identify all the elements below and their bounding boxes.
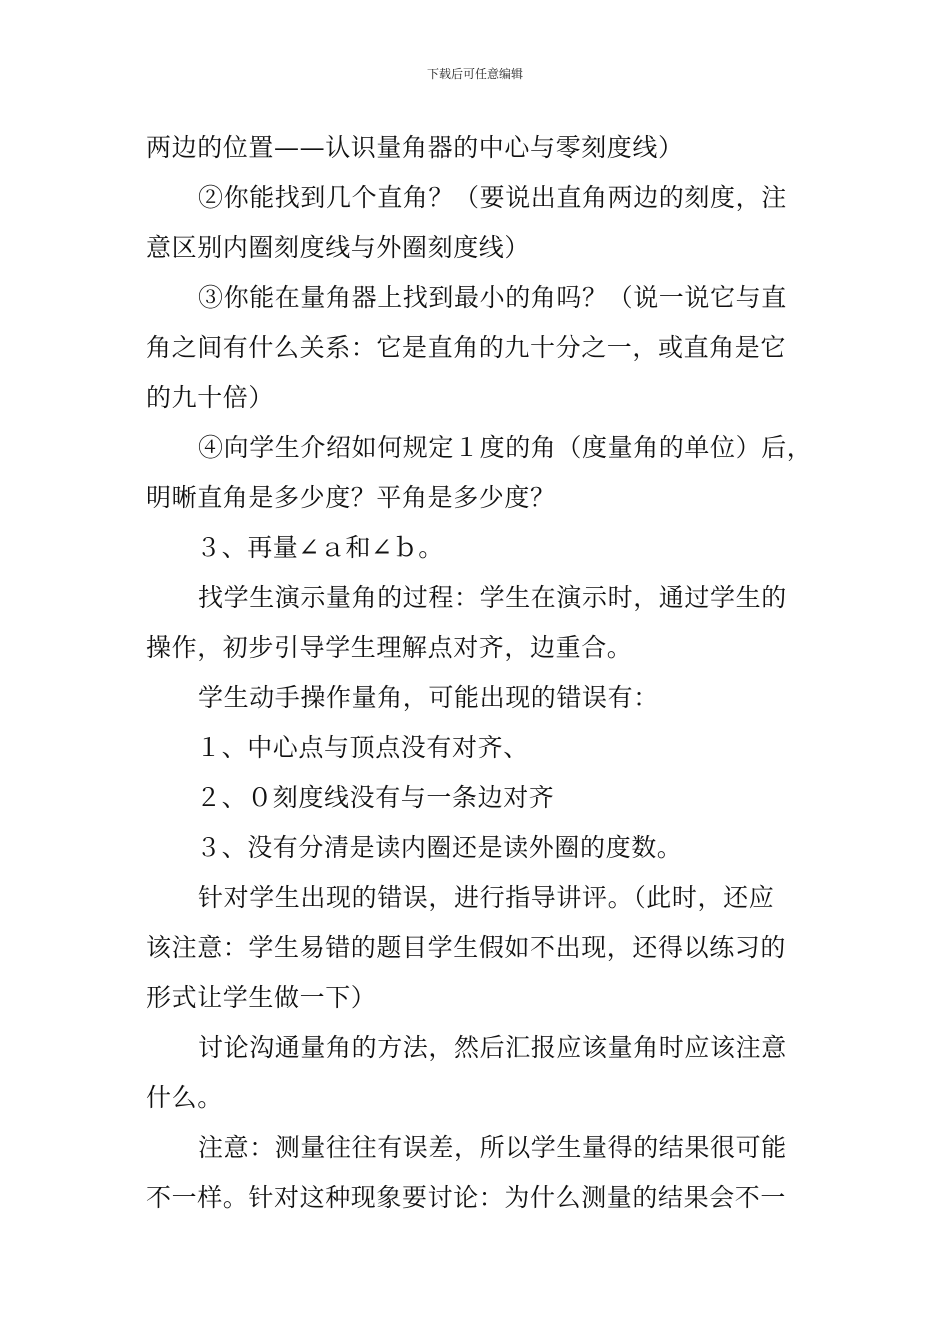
paragraph-line: 注意：测量往往有误差，所以学生量得的结果很可能 (198, 1133, 787, 1162)
paragraph-line: 学生动手操作量角，可能出现的错误有： (198, 683, 659, 712)
paragraph-line: 什么。 (146, 1083, 223, 1112)
paragraph-line: 找学生演示量角的过程：学生在演示时，通过学生的 (198, 583, 787, 612)
paragraph-line: 针对学生出现的错误，进行指导讲评。（此时，还应 (198, 883, 775, 912)
list-item: ３、没有分清是读内圈还是读外圈的度数。 (196, 833, 683, 862)
paragraph-line: ③你能在量角器上找到最小的角吗？（说一说它与直 (198, 283, 787, 312)
paragraph-line: ②你能找到几个直角？（要说出直角两边的刻度，注 (198, 183, 787, 212)
page-header: 下载后可任意编辑 (426, 67, 523, 81)
paragraph-line: 的九十倍） (146, 383, 275, 412)
paragraph-line: 意区别内圈刻度线与外圈刻度线） (146, 233, 531, 262)
list-item: ２、０刻度线没有与一条边对齐 (196, 783, 555, 812)
paragraph-line: 操作，初步引导学生理解点对齐，边重合。 (146, 633, 633, 662)
paragraph-line: 角之间有什么关系：它是直角的九十分之一，或直角是它 (146, 333, 787, 362)
paragraph-line: ３、再量∠ａ和∠ｂ。 (196, 533, 444, 562)
paragraph-line: 两边的位置——认识量角器的中心与零刻度线） (146, 133, 684, 162)
paragraph-line: 形式让学生做一下） (146, 983, 377, 1012)
paragraph-line: 该注意：学生易错的题目学生假如不出现，还得以练习的 (146, 933, 787, 962)
list-item: １、中心点与顶点没有对齐、 (196, 733, 529, 762)
paragraph-line: 不一样。针对这种现象要讨论：为什么测量的结果会不一 (146, 1183, 787, 1212)
paragraph-line: 明晰直角是多少度？平角是多少度？ (146, 483, 556, 512)
paragraph-line: 讨论沟通量角的方法，然后汇报应该量角时应该注意 (198, 1033, 787, 1062)
paragraph-line: ④向学生介绍如何规定１度的角（度量角的单位）后， (198, 433, 813, 462)
